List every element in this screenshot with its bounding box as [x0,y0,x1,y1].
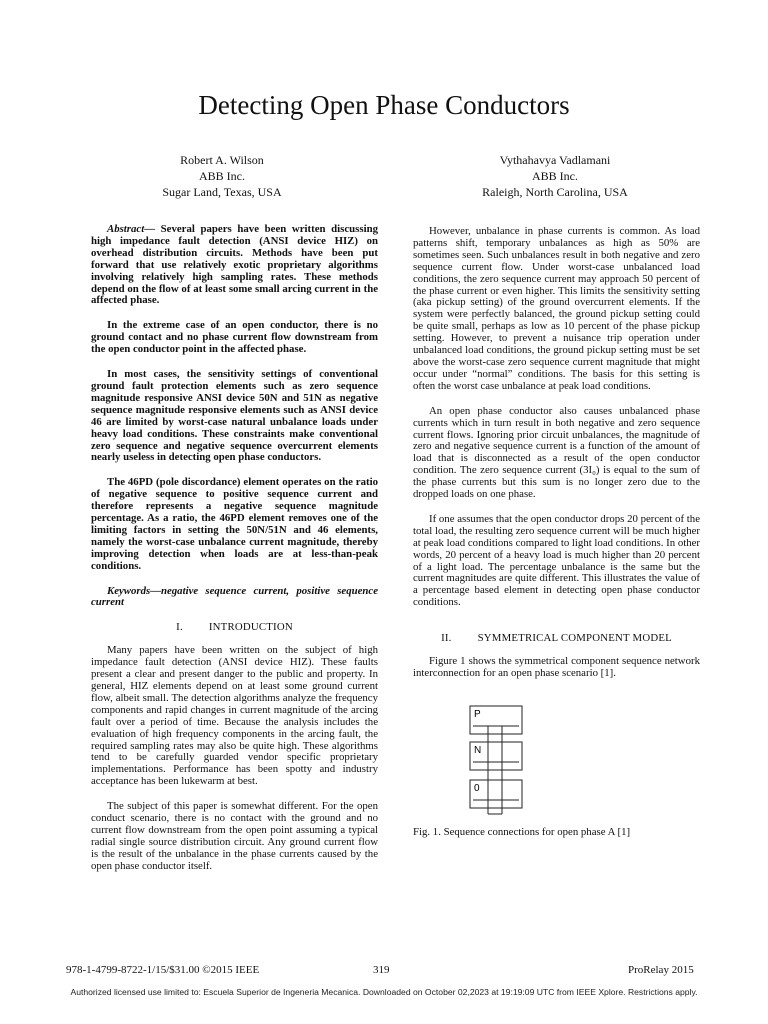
abstract [91,224,378,573]
author-location: Sugar Land, Texas, USA [162,185,282,199]
section-heading-symmetrical-component-model [413,633,700,645]
section-title: SYMMETRICAL COMPONENT MODEL [477,632,672,645]
keywords: Keywords—negative sequence current, positive sequence current [91,584,378,609]
sequence-network-diagram [413,693,700,825]
footer-isbn: 978-1-4799-8722-1/15/$31.00 ©2015 IEEE [66,964,260,976]
author-block-1 [87,152,357,200]
abstract-label: Abstract [107,223,145,235]
license-notice: Authorized licensed use limited to: Escuela Superior de Ingeneria Mecanica. Downloaded on October 02,2023 at 19:19:09 UTC from IEEE Xplore. Restrictions apply. [70,987,698,997]
box-label-n: N [474,744,482,756]
box-label-0: 0 [474,782,480,794]
section-heading-introduction [91,622,378,634]
footer-page-number: 319 [373,964,390,976]
body-paragraph: An open phase conductor also causes unbalanced phase currents which in turn result in both negative and zero sequence current flows. Ignoring prior circuit unbalances, the magnitude of zero and negative sequence current is a function of the amount of load that is disconnected as a result of the open conductor condition. The zero sequence current (3I₀) is equal to the sum of the phase currents but this sum is no longer zero due to the dropped loads on one phase. [413,404,700,501]
left-column [91,224,378,886]
box-label-p: P [474,708,481,720]
author-name: Vythahavya Vadlamani [499,153,611,167]
footer-conference: ProRelay 2015 [628,964,694,976]
author-name: Robert A. Wilson [180,153,264,167]
abstract-paragraph: In the extreme case of an open conductor, there is no ground contact and no phase current flow downstream from the open conductor point in the affected phase. [91,319,378,356]
section-number: I. [176,621,183,634]
section-title: INTRODUCTION [208,621,293,634]
abstract-paragraph [91,224,378,307]
figure-1 [413,693,700,825]
abstract-text: — Several papers have been written discussing high impedance fault detection (ANSI device HIZ) on overhead distribution circuits. Methods have been put forward that use relatively exotic proprietary algorithms involving relatively high sampling rates. These methods depend on the flow of at least some small arcing current in the affected phase. [91,223,378,307]
body-paragraph: However, unbalance in phase currents is common. As load patterns shift, temporary unbalances as high as 50% are sometimes seen. Such unbalances result in both negative and zero sequence current flow. Under worst-case unbalanced load conditions, the zero sequence current may approach 50 percent of the phase current or even higher. This limits the sensitivity setting (aka pickup setting) of the ground overcurrent elements. If the system were perfectly balanced, the ground pickup setting could be quite small, perhaps as low as 10 percent of the phase pickup setting. However, to prevent a nuisance trip operation under unbalanced load conditions, the ground pickup setting must be set above the worst-case zero sequence current magnitude that might occur under “normal” conditions. The basis for this setting is often the worst case unbalance at peak load conditions. [413,225,700,392]
body-paragraph: Figure 1 shows the symmetrical component sequence network interconnection for an open phase scenario [1]. [413,655,700,679]
author-affiliation: ABB Inc. [532,169,578,183]
paper-title: Detecting Open Phase Conductors [198,90,570,120]
body-paragraph: The subject of this paper is somewhat different. For the open conduct scenario, there is no contact with the ground and no current flow downstream from the open point assuming a typical radial single source distribution circuit. Any ground current flow is the result of the unbalance in the phase currents caused by the open phase conductor itself. [91,800,378,872]
abstract-paragraph: The 46PD (pole discordance) element operates on the ratio of negative sequence to positive sequence current and therefore represents a negative sequence magnitude percentage. As a ratio, the 46PD element removes one of the limiting factors in setting the 50N/51N and 46 elements, namely the worst-case unbalance current magnitude, thereby improving detection when loads are at less-than-peak conditions. [91,476,378,572]
abstract-paragraph: In most cases, the sensitivity settings of conventional ground fault protection elements such as zero sequence magnitude responsive ANSI device 50N and 51N as negative sequence magnitude responsive elements such as ANSI device 46 are limited by worst-case natural unbalance loads under heavy load conditions. These constraints make conventional zero sequence and negative sequence overcurrent elements nearly useless in detecting open phase conductors. [91,368,378,464]
figure-caption: Fig. 1. Sequence connections for open phase A [1] [413,825,631,838]
author-affiliation: ABB Inc. [199,169,245,183]
right-column [413,226,700,839]
section-number: II. [441,632,452,645]
body-paragraph: If one assumes that the open conductor drops 20 percent of the total load, the resulting zero sequence current will be much higher at peak load conditions compared to light load conditions. In other words, 20 percent of a heavy load is much higher than 20 percent of a light load. The percentage unbalance is the same but the current magnitudes are quite different. This illustrates the value of a percentage based element in detecting open phase conductor conditions. [413,512,700,609]
body-paragraph: Many papers have been written on the subject of high impedance fault detection (ANSI device HIZ). These faults present a clear and present danger to the public and property. In general, HIZ elements depend on at least some ground current flow, albeit small. The detection algorithms analyze the frequency components and rapid changes in current magnitude of the arcing fault over a period of time. Because the analysis includes the evaluation of high frequency components in the arcing fault, the required sampling rates may also be quite high. These algorithms tend to be carefully guarded vendor specific proprietary implementations. Performance has been spotty and industry acceptance has been lukewarm at best. [91,644,378,788]
author-location: Raleigh, North Carolina, USA [482,185,628,199]
author-block-2 [420,152,690,200]
